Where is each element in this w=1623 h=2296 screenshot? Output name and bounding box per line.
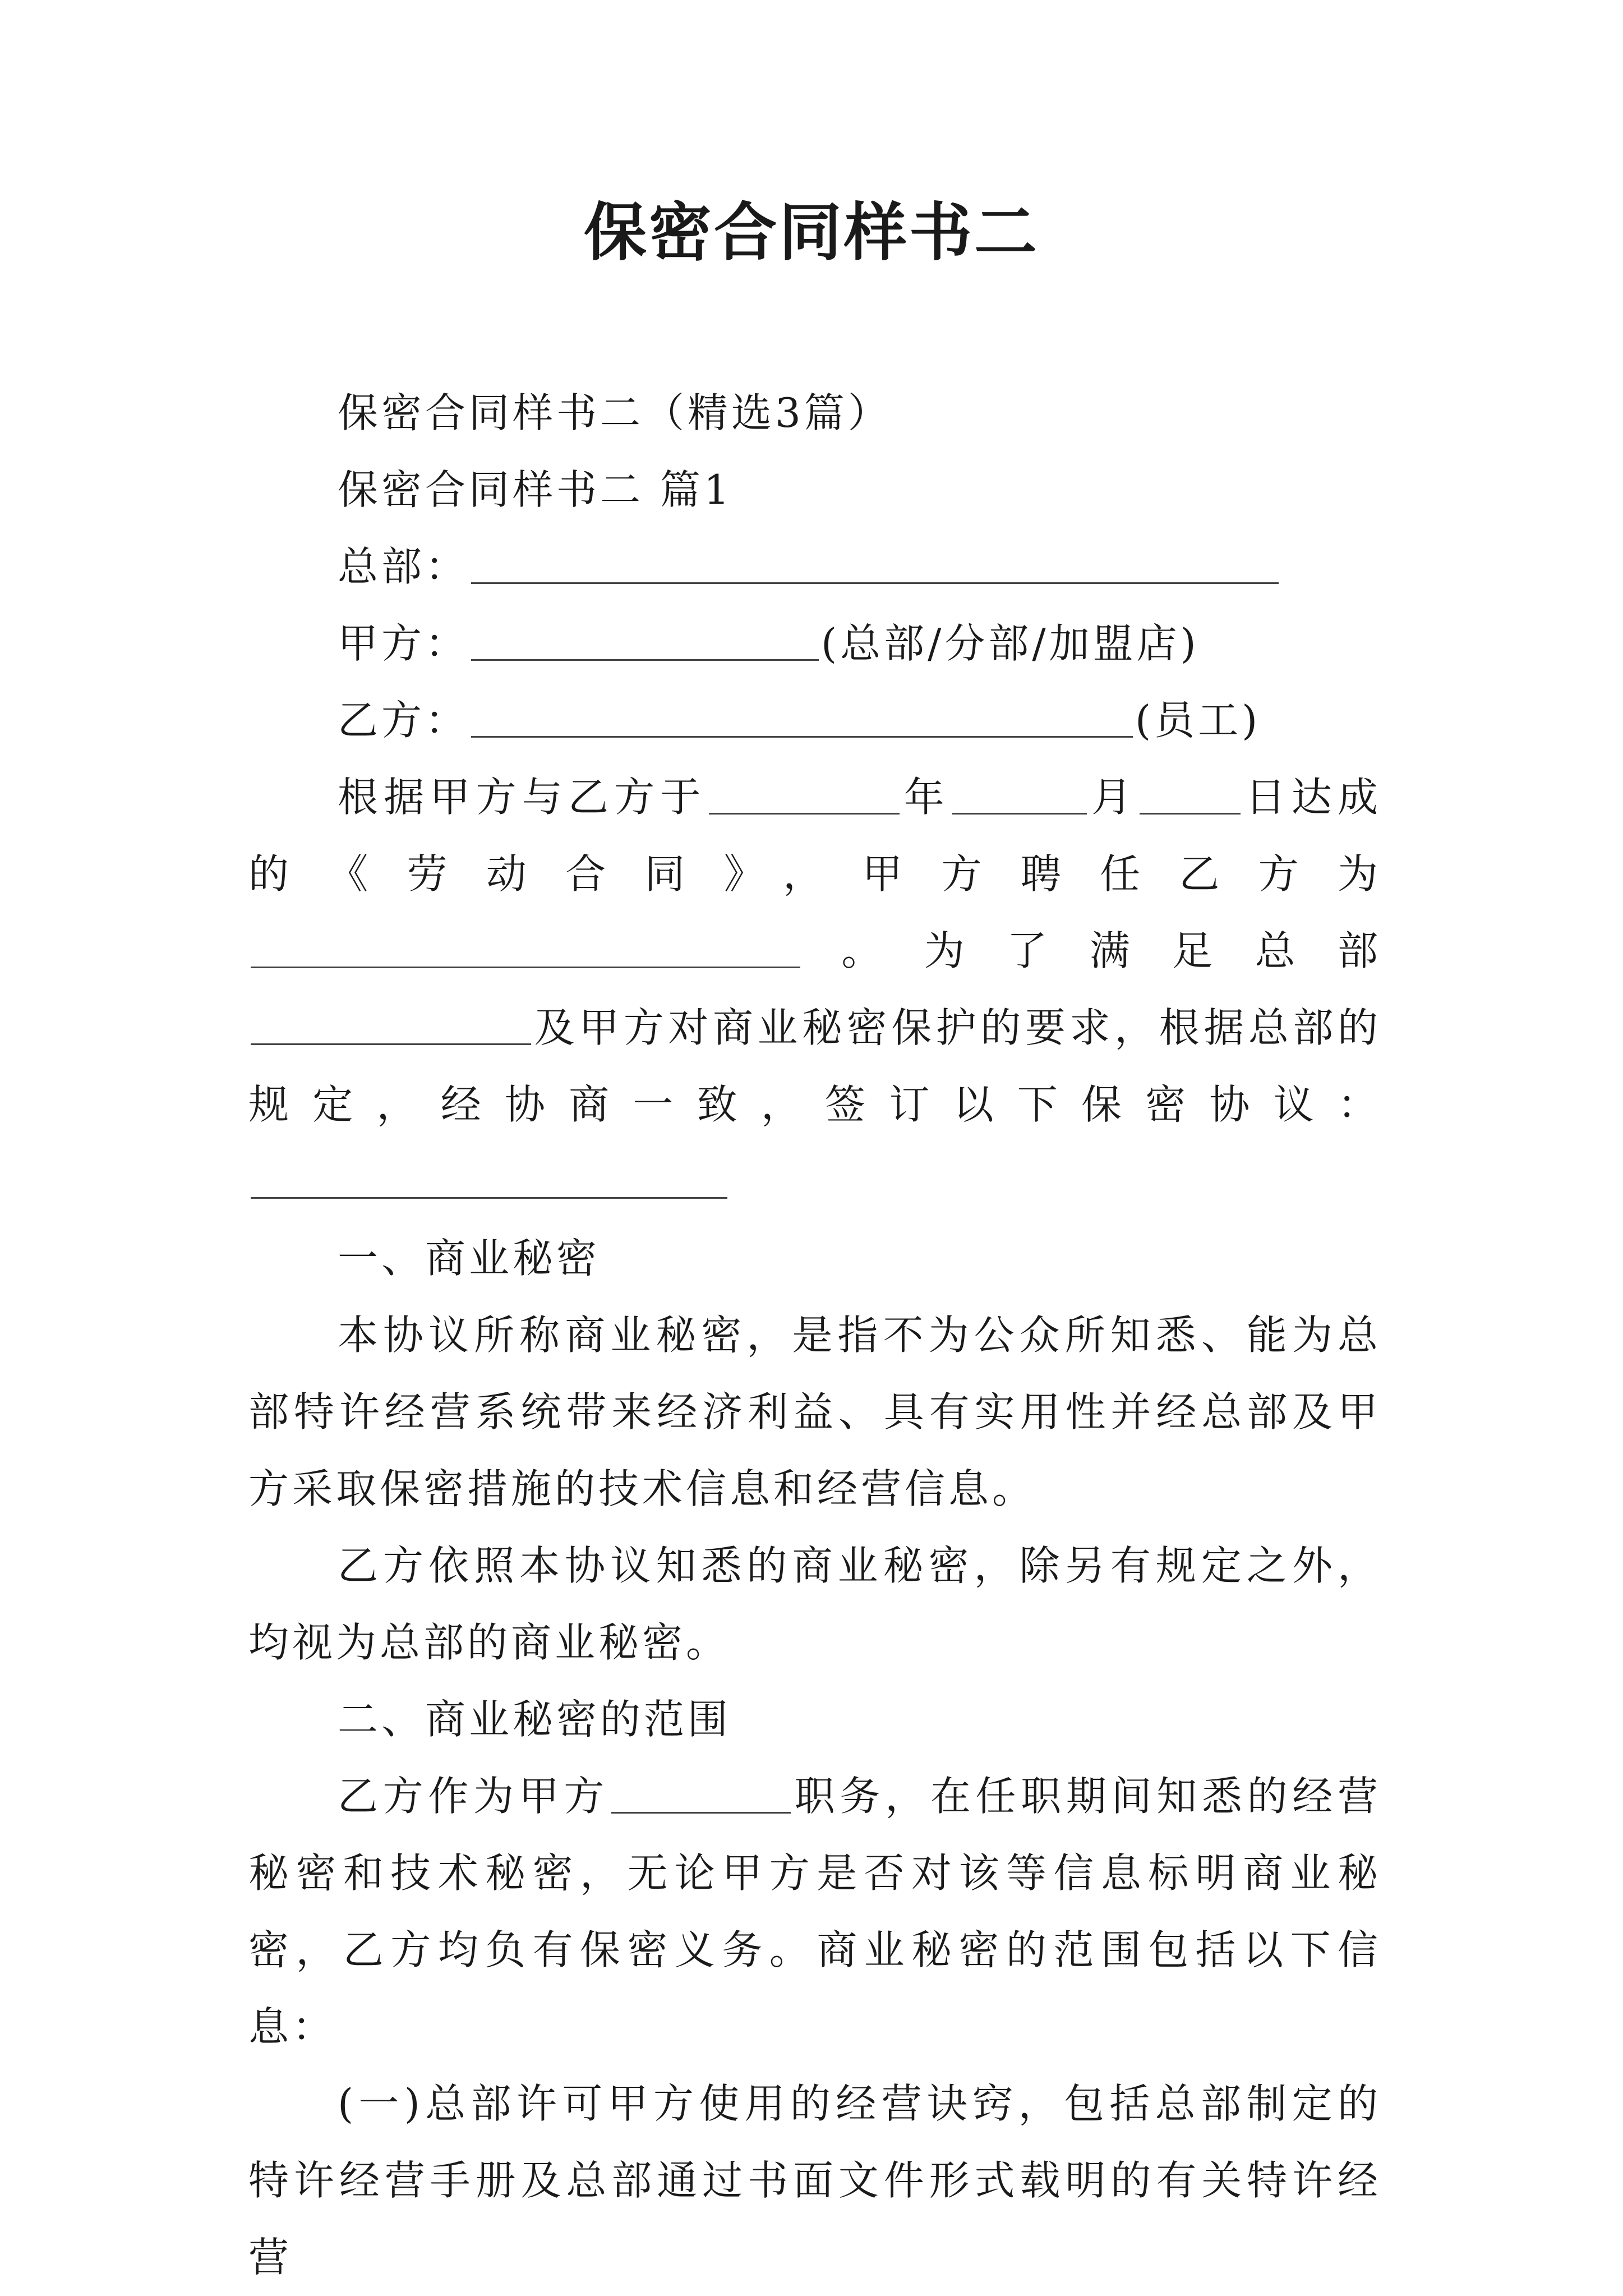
headquarters-line (248, 528, 1381, 605)
headquarters-label: 总部： (338, 543, 469, 590)
party-a-label: 甲方： (338, 620, 469, 667)
subtitle-line (248, 375, 1381, 452)
paragraph-obligation (248, 1758, 1381, 2065)
headquarters-blank (471, 545, 1279, 584)
party-a-blank (471, 622, 819, 661)
paragraph-3-text-b: 职务，在任职期间知悉的经营秘密和技术秘密，无论甲方是否对该等信息标明商业秘密，乙方均负有保密义务。商业秘密的范围包括以下信息： (248, 1773, 1381, 2050)
intro-year-text: 年 (901, 774, 950, 821)
paragraph-item-1 (248, 2065, 1381, 2296)
paragraph-4-text: (一)总部许可甲方使用的经营诀窍，包括总部制定的特许经营手册及总部通过书面文件形式载明的有关特许经营 (248, 2080, 1381, 2281)
paragraph-scope-note (248, 1527, 1381, 1681)
intro-day-text: 日达成的 (248, 774, 1381, 898)
section-heading-text: 保密合同样书二 篇1 (338, 466, 733, 513)
party-b-note: (员工) (1135, 697, 1261, 744)
intro-month-blank (952, 776, 1087, 815)
heading-2-text: 二、商业秘密的范围 (338, 1696, 732, 1743)
intro-text-a: 根据甲方与乙方于 (338, 774, 707, 821)
subtitle-text: 保密合同样书二（精选3篇） (338, 389, 892, 436)
paragraph-1-text: 本协议所称商业秘密，是指不为公众所知悉、能为总部特许经营系统带来经济利益、具有实用性并经总部及甲方采取保密措施的技术信息和经营信息。 (248, 1312, 1381, 1512)
paragraph-2-text: 乙方依照本协议知悉的商业秘密，除另有规定之外，均视为总部的商业秘密。 (248, 1542, 1381, 1666)
party-b-label: 乙方： (338, 697, 469, 744)
agreement-blank (251, 1160, 727, 1199)
paragraph-3-text-a: 乙方作为甲方 (338, 1773, 610, 1820)
party-a-line (248, 605, 1381, 682)
section-heading-line (248, 452, 1381, 528)
party-a-note: (总部/分部/加盟店) (821, 620, 1200, 667)
heading-trade-secrets (248, 1220, 1381, 1297)
intro-day-blank (1140, 776, 1241, 815)
party-b-blank (471, 699, 1133, 738)
headquarters-name-blank (251, 1006, 531, 1045)
document-title: 保密合同样书二 (584, 196, 1039, 269)
intro-text-c: 。为了满足总部 (803, 927, 1381, 974)
document-body (248, 375, 1381, 2296)
job-title-blank (611, 1775, 791, 1814)
intro-text-d: 及甲方对商业秘密保护的要求，根据总部的规定，经协商一致，签订以下保密协议： (248, 1004, 1381, 1128)
paragraph-definition (248, 1297, 1381, 1527)
intro-month-text: 月 (1089, 774, 1138, 821)
heading-1-text: 一、商业秘密 (338, 1235, 601, 1282)
intro-year-blank (709, 776, 900, 815)
heading-scope (248, 1681, 1381, 1758)
intro-paragraph (248, 759, 1381, 1220)
position-blank (251, 930, 800, 968)
party-b-line (248, 682, 1381, 759)
intro-text-b: 《劳动合同》，甲方聘任乙方为 (328, 850, 1381, 898)
